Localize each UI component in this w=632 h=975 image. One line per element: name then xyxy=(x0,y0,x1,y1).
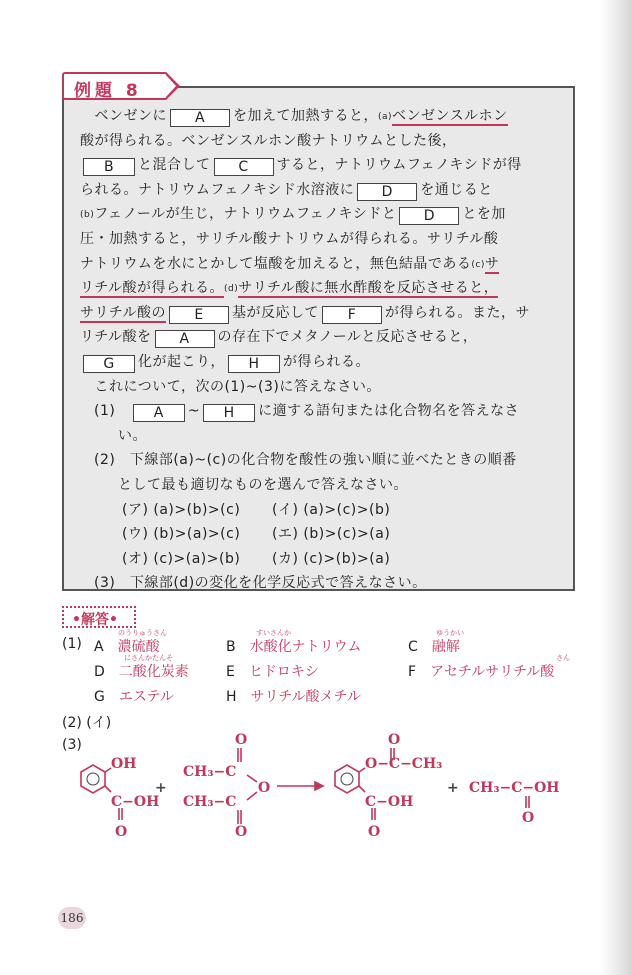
option-text: (c)>(a)>(b) xyxy=(153,550,241,567)
text-line xyxy=(80,202,570,227)
blank-g: G xyxy=(83,355,135,373)
text-line xyxy=(80,153,570,178)
blank-b: B xyxy=(83,158,135,176)
answer-header xyxy=(62,606,136,628)
answer-item-c xyxy=(408,636,460,656)
text: の存在下でメタノールと反応させると， xyxy=(217,329,478,346)
eq-o-6: O xyxy=(368,824,381,840)
options-row xyxy=(80,498,570,523)
answer-key: E xyxy=(226,664,235,680)
eq-plus-2: + xyxy=(447,780,459,796)
eq-acetic-acid: CH₃−C−OH xyxy=(469,780,560,796)
marker-b: (b) xyxy=(80,210,95,221)
ruby: のうりゅうさん xyxy=(118,629,167,637)
q2-text: 下線部(a)~(c)の化合物を酸性の強い順に並べたときの順番 xyxy=(129,452,517,469)
option-text: (c)>(b)>(a) xyxy=(303,550,391,567)
answer-value: ヒドロキシ xyxy=(248,664,319,680)
text: と混合して xyxy=(138,157,211,174)
option-label: (カ) xyxy=(272,550,299,567)
q2-cont: として最も適切なものを選んで答えなさい。 xyxy=(118,476,408,493)
option-label: (オ) xyxy=(122,550,149,567)
answer-item-d xyxy=(94,661,189,681)
marker-d: (d) xyxy=(224,284,239,295)
blank-a: A xyxy=(133,404,185,422)
answer-item-b xyxy=(226,636,361,656)
answer-item-g xyxy=(94,686,174,706)
eq-o-3: O xyxy=(258,780,271,796)
blank-a: A xyxy=(170,109,230,127)
text-line xyxy=(80,276,570,301)
eq-ch3c-1: CH₃−C xyxy=(183,764,237,780)
answer-key: B xyxy=(226,639,236,655)
eq-o-2: O xyxy=(235,732,248,748)
eq-coh-2: C−OH xyxy=(365,794,414,810)
text: ベンゼンスルホン酸ナトリウムとした後， xyxy=(181,132,457,149)
text: られる。ナトリウムフェノキシド水溶液に xyxy=(80,181,355,198)
answer-key: G xyxy=(94,689,105,705)
text-line xyxy=(80,350,570,375)
option-label: (ア) xyxy=(122,501,149,518)
text: 化が起こり， xyxy=(138,353,225,370)
benzene-ring-2 xyxy=(335,765,359,793)
text-line xyxy=(80,301,570,326)
text-line xyxy=(80,227,570,252)
option-label: (イ) xyxy=(272,501,299,518)
q3-text: 下線部(d)の変化を化学反応式で答えなさい。 xyxy=(129,575,427,592)
option-text: (b)>(a)>(c) xyxy=(153,526,241,543)
option-label: (ウ) xyxy=(122,526,149,543)
answer-q3-num: (3) xyxy=(62,737,82,753)
option-label: (エ) xyxy=(272,526,299,543)
blank-a: A xyxy=(155,330,215,348)
question-2 xyxy=(80,448,570,473)
text: が得られる。また，サ xyxy=(385,304,531,321)
q1-num: (1) xyxy=(94,403,116,420)
answer-q2 xyxy=(62,712,111,732)
answer-value: 濃硫酸 xyxy=(117,639,160,655)
q1-text: に適する語句または化合物名を答えなさ xyxy=(258,403,520,420)
answer-key: C xyxy=(408,639,418,655)
ruby: にさんかたんそ xyxy=(124,654,173,662)
option xyxy=(122,498,272,523)
eq-o-4: O xyxy=(235,824,248,840)
example-body xyxy=(80,104,570,596)
question-3 xyxy=(80,571,570,596)
text-line xyxy=(80,104,570,129)
underline-c: サ xyxy=(484,255,500,272)
option xyxy=(272,498,422,523)
answer-q2-num: (2) xyxy=(62,715,82,731)
ruby: さん xyxy=(556,654,570,662)
intro-line xyxy=(80,375,570,400)
option xyxy=(272,522,422,547)
options-row xyxy=(80,547,570,572)
option-text: (a)>(b)>(c) xyxy=(153,501,241,518)
answer-key: A xyxy=(94,639,104,655)
answer-item-e xyxy=(226,661,319,681)
tilde: ~ xyxy=(187,403,201,420)
blank-e: E xyxy=(169,306,229,324)
text-line xyxy=(80,252,570,277)
option xyxy=(122,547,272,572)
answer-q2-value: (イ) xyxy=(86,715,112,731)
answer-title: •解答• xyxy=(72,612,118,628)
answer-value: アセチルサリチル酸 xyxy=(430,664,555,680)
blank-f: F xyxy=(322,306,382,324)
example-title: 例題 8 xyxy=(74,81,142,101)
text: 圧・加熱すると，サリチル酸ナトリウムが得られる。サリチル酸 xyxy=(80,230,499,247)
underline-d: サリチル酸に無水酢酸を反応させると， xyxy=(238,280,499,297)
text: リチル酸を xyxy=(80,329,152,346)
answer-value: 水酸化ナトリウム xyxy=(249,639,362,655)
answer-value: エステル xyxy=(118,689,174,705)
ruby: すいさんか xyxy=(256,629,291,637)
eq-o-1: O xyxy=(115,824,128,840)
ruby: ゆうかい xyxy=(436,629,464,637)
page-number: 186 xyxy=(58,907,86,929)
option xyxy=(272,547,422,572)
eq-o-5: O xyxy=(388,732,401,748)
text-line xyxy=(80,129,570,154)
option xyxy=(122,522,272,547)
text: フェノールが生じ，ナトリウムフェノキシドと xyxy=(94,206,397,223)
text: を加えて加熱すると， xyxy=(233,108,378,124)
answer-key: F xyxy=(408,664,417,680)
eq-plus-1: + xyxy=(155,780,167,796)
underline-a: ベンゼンスルホン xyxy=(392,108,508,124)
text-line xyxy=(80,325,570,350)
answer-item-h xyxy=(226,686,361,706)
question-1 xyxy=(80,399,570,424)
underline-d: サリチル酸の xyxy=(80,304,167,321)
eq-ococh3: O−C−CH₃ xyxy=(365,756,443,772)
question-2-cont xyxy=(80,473,570,498)
answer-q1-num: (1) xyxy=(62,636,82,652)
underline-c: リチル酸が得られる。 xyxy=(80,280,225,297)
question-1-cont xyxy=(80,424,570,449)
blank-h: H xyxy=(203,404,255,422)
blank-d: D xyxy=(399,207,459,225)
blank-d: D xyxy=(357,183,417,201)
benzene-ring-1 xyxy=(81,765,105,793)
blank-c: C xyxy=(214,158,274,176)
answer-key: D xyxy=(94,664,105,680)
eq-coh-1: C−OH xyxy=(111,794,160,810)
options-row xyxy=(80,522,570,547)
eq-o-7: O xyxy=(522,810,535,826)
marker-c: (c) xyxy=(471,259,485,270)
eq-oh-1: OH xyxy=(111,756,137,772)
text: を通じると xyxy=(420,181,493,198)
text: が得られる。 xyxy=(283,353,370,370)
answer-item-f xyxy=(408,661,554,681)
underline-a: 酸が得られる。 xyxy=(80,132,182,149)
marker-a: (a) xyxy=(378,112,393,122)
option-text: (a)>(c)>(b) xyxy=(303,501,391,518)
answer-value: 融解 xyxy=(431,639,460,655)
chemical-equation xyxy=(55,730,585,850)
equation-lines xyxy=(81,748,529,824)
text: ナトリウムを水にとかして塩酸を加えると，無色結晶である xyxy=(80,255,472,272)
page-edge-shadow xyxy=(600,0,632,975)
text: とを加 xyxy=(462,206,506,223)
text: すると，ナトリウムフェノキシドが得 xyxy=(276,157,522,174)
q3-num: (3) xyxy=(94,575,116,592)
q2-num: (2) xyxy=(94,452,116,469)
text-line xyxy=(80,178,570,203)
eq-ch3c-2: CH₃−C xyxy=(183,794,237,810)
answer-title-text: 解答 xyxy=(80,612,109,628)
text: 基が反応して xyxy=(232,304,320,321)
answer-value: 二酸化炭素 xyxy=(118,664,189,680)
blank-h: H xyxy=(228,355,280,373)
text: ベンゼンに xyxy=(94,108,167,124)
option-text: (b)>(c)>(a) xyxy=(303,526,391,543)
answer-value: サリチル酸メチル xyxy=(250,689,361,705)
example-header xyxy=(62,72,168,100)
answer-key: H xyxy=(226,689,237,705)
intro: これについて，次の(1)~(3)に答えなさい。 xyxy=(94,378,381,395)
q1-cont: い。 xyxy=(118,427,147,444)
header-arrow-inner xyxy=(165,74,176,98)
